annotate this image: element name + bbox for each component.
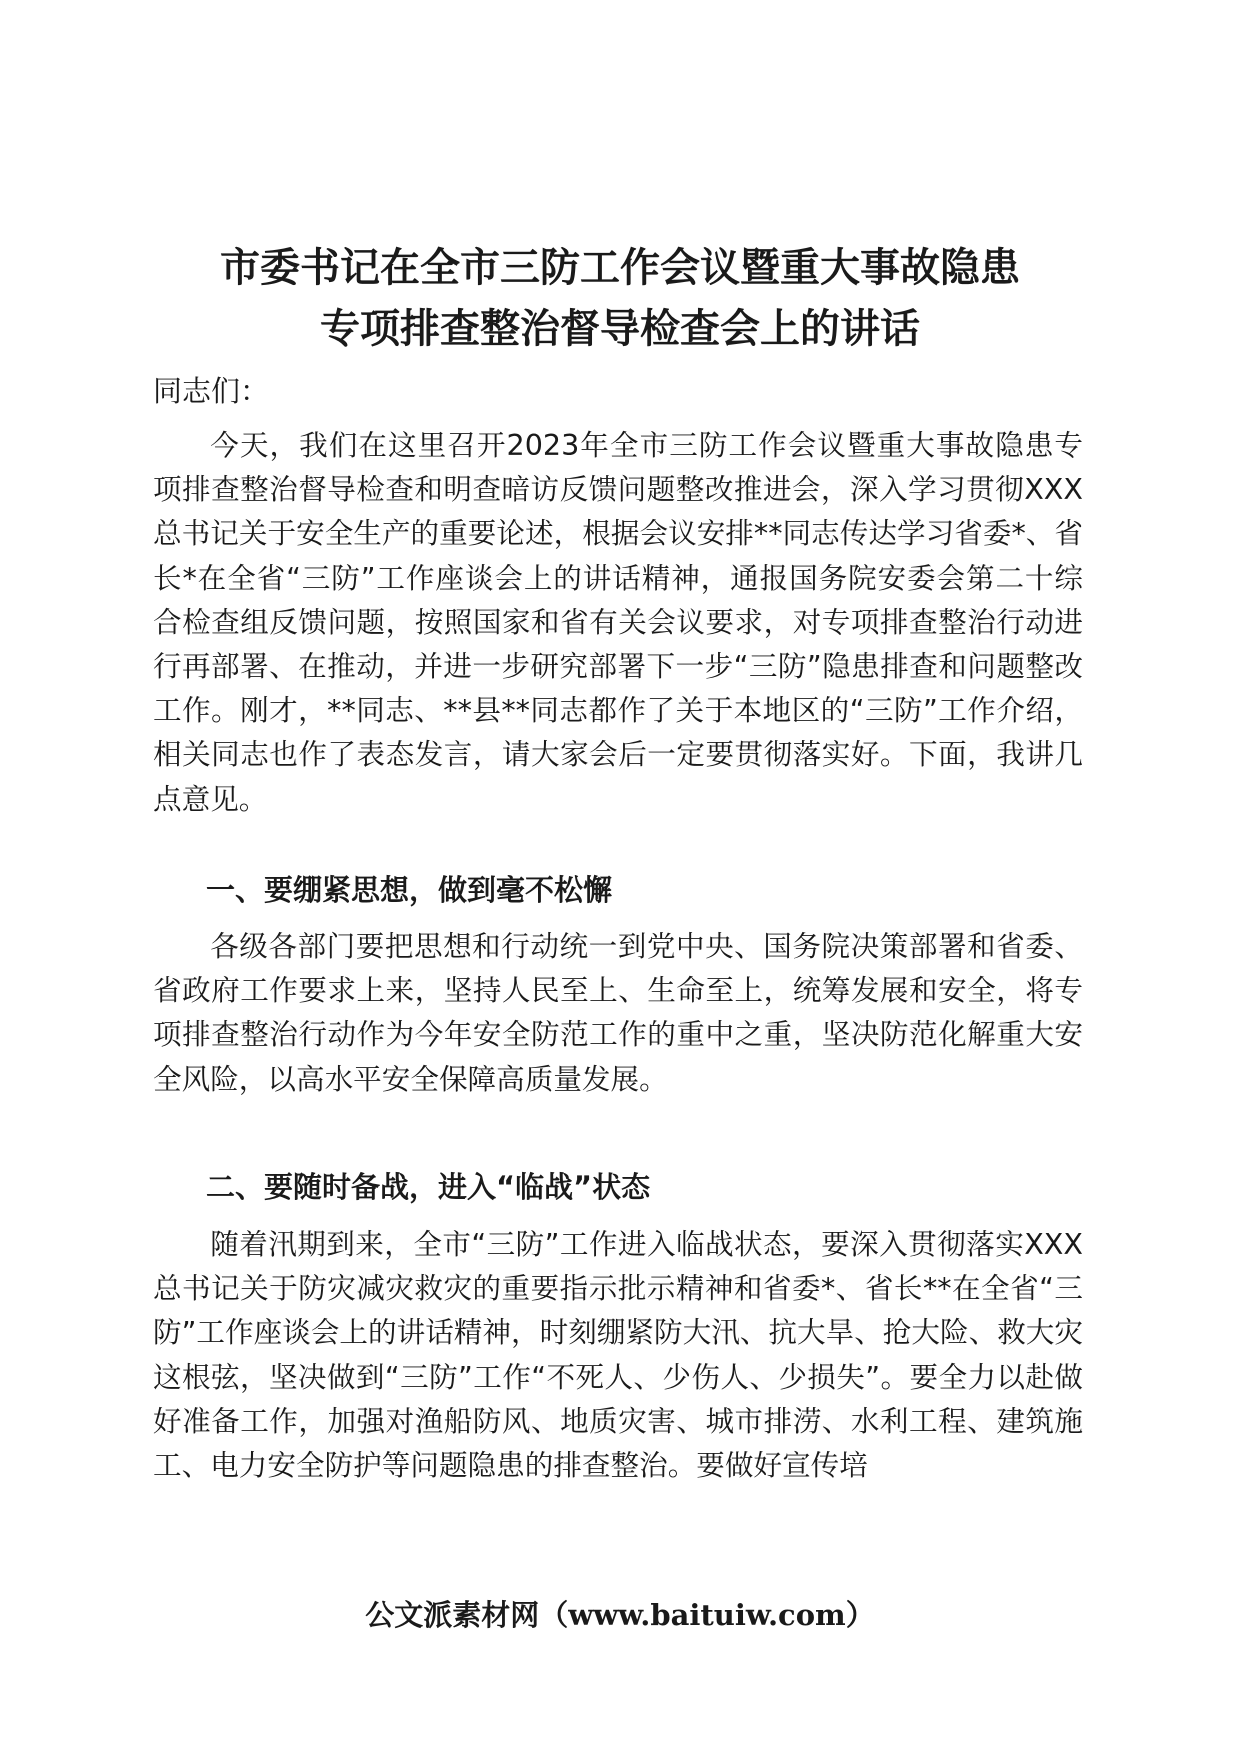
salutation: 同志们： [153, 374, 270, 408]
paragraph-section-2: 随着汛期到来，全市“三防”工作进入临战状态，要深入贯彻落实XXX总书记关于防灾减灾救灾的重要指示批示精神和省委*、省长**在全省“三防”工作座谈会上的讲话精神，时刻绷紧防大汛、抗大旱、抢大险、救大灾这根弦，坚决做到“三防”工作“不死人、少伤人、少损失”。要全力以赴做好准备工作，加强对渔船防风、地质灾害、城市排涝、水利工程、建筑施工、电力安全防护等问题隐患的排查整治。要做好宣传培 [153, 1227, 1083, 1483]
section-heading-1: 一、要绷紧思想，做到毫不松懈 [206, 873, 613, 907]
paragraph-intro: 今天，我们在这里召开2023年全市三防工作会议暨重大事故隐患专项排查整治督导检查和明查暗访反馈问题整改推进会，深入学习贯彻XXX总书记关于安全生产的重要论述，根据会议安排**同志传达学习省委*、省长*在全省“三防”工作座谈会上的讲话精神，通报国务院安委会第二十综合检查组反馈问题，按照国家和省有关会议要求，对专项排查整治行动进行再部署、在推动，并进一步研究部署下一步“三防”隐患排查和问题整改工作。刚才，**同志、**县**同志都作了关于本地区的“三防”工作介绍，相关同志也作了表态发言，请大家会后一定要贯彻落实好。下面，我讲几点意见。 [153, 428, 1083, 816]
section-heading-2: 二、要随时备战，进入“临战”状态 [206, 1170, 651, 1204]
document-title-line-2: 专项排查整治督导检查会上的讲话 [320, 306, 920, 352]
footer-watermark: 公文派素材网（www.baituiw.com） [365, 1598, 875, 1632]
paragraph-section-1: 各级各部门要把思想和行动统一到党中央、国务院决策部署和省委、省政府工作要求上来，坚持人民至上、生命至上，统筹发展和安全，将专项排查整治行动作为今年安全防范工作的重中之重，坚决防范化解重大安全风险，以高水平安全保障高质量发展。 [153, 929, 1083, 1096]
document-title-line-1: 市委书记在全市三防工作会议暨重大事故隐患 [220, 245, 1020, 291]
